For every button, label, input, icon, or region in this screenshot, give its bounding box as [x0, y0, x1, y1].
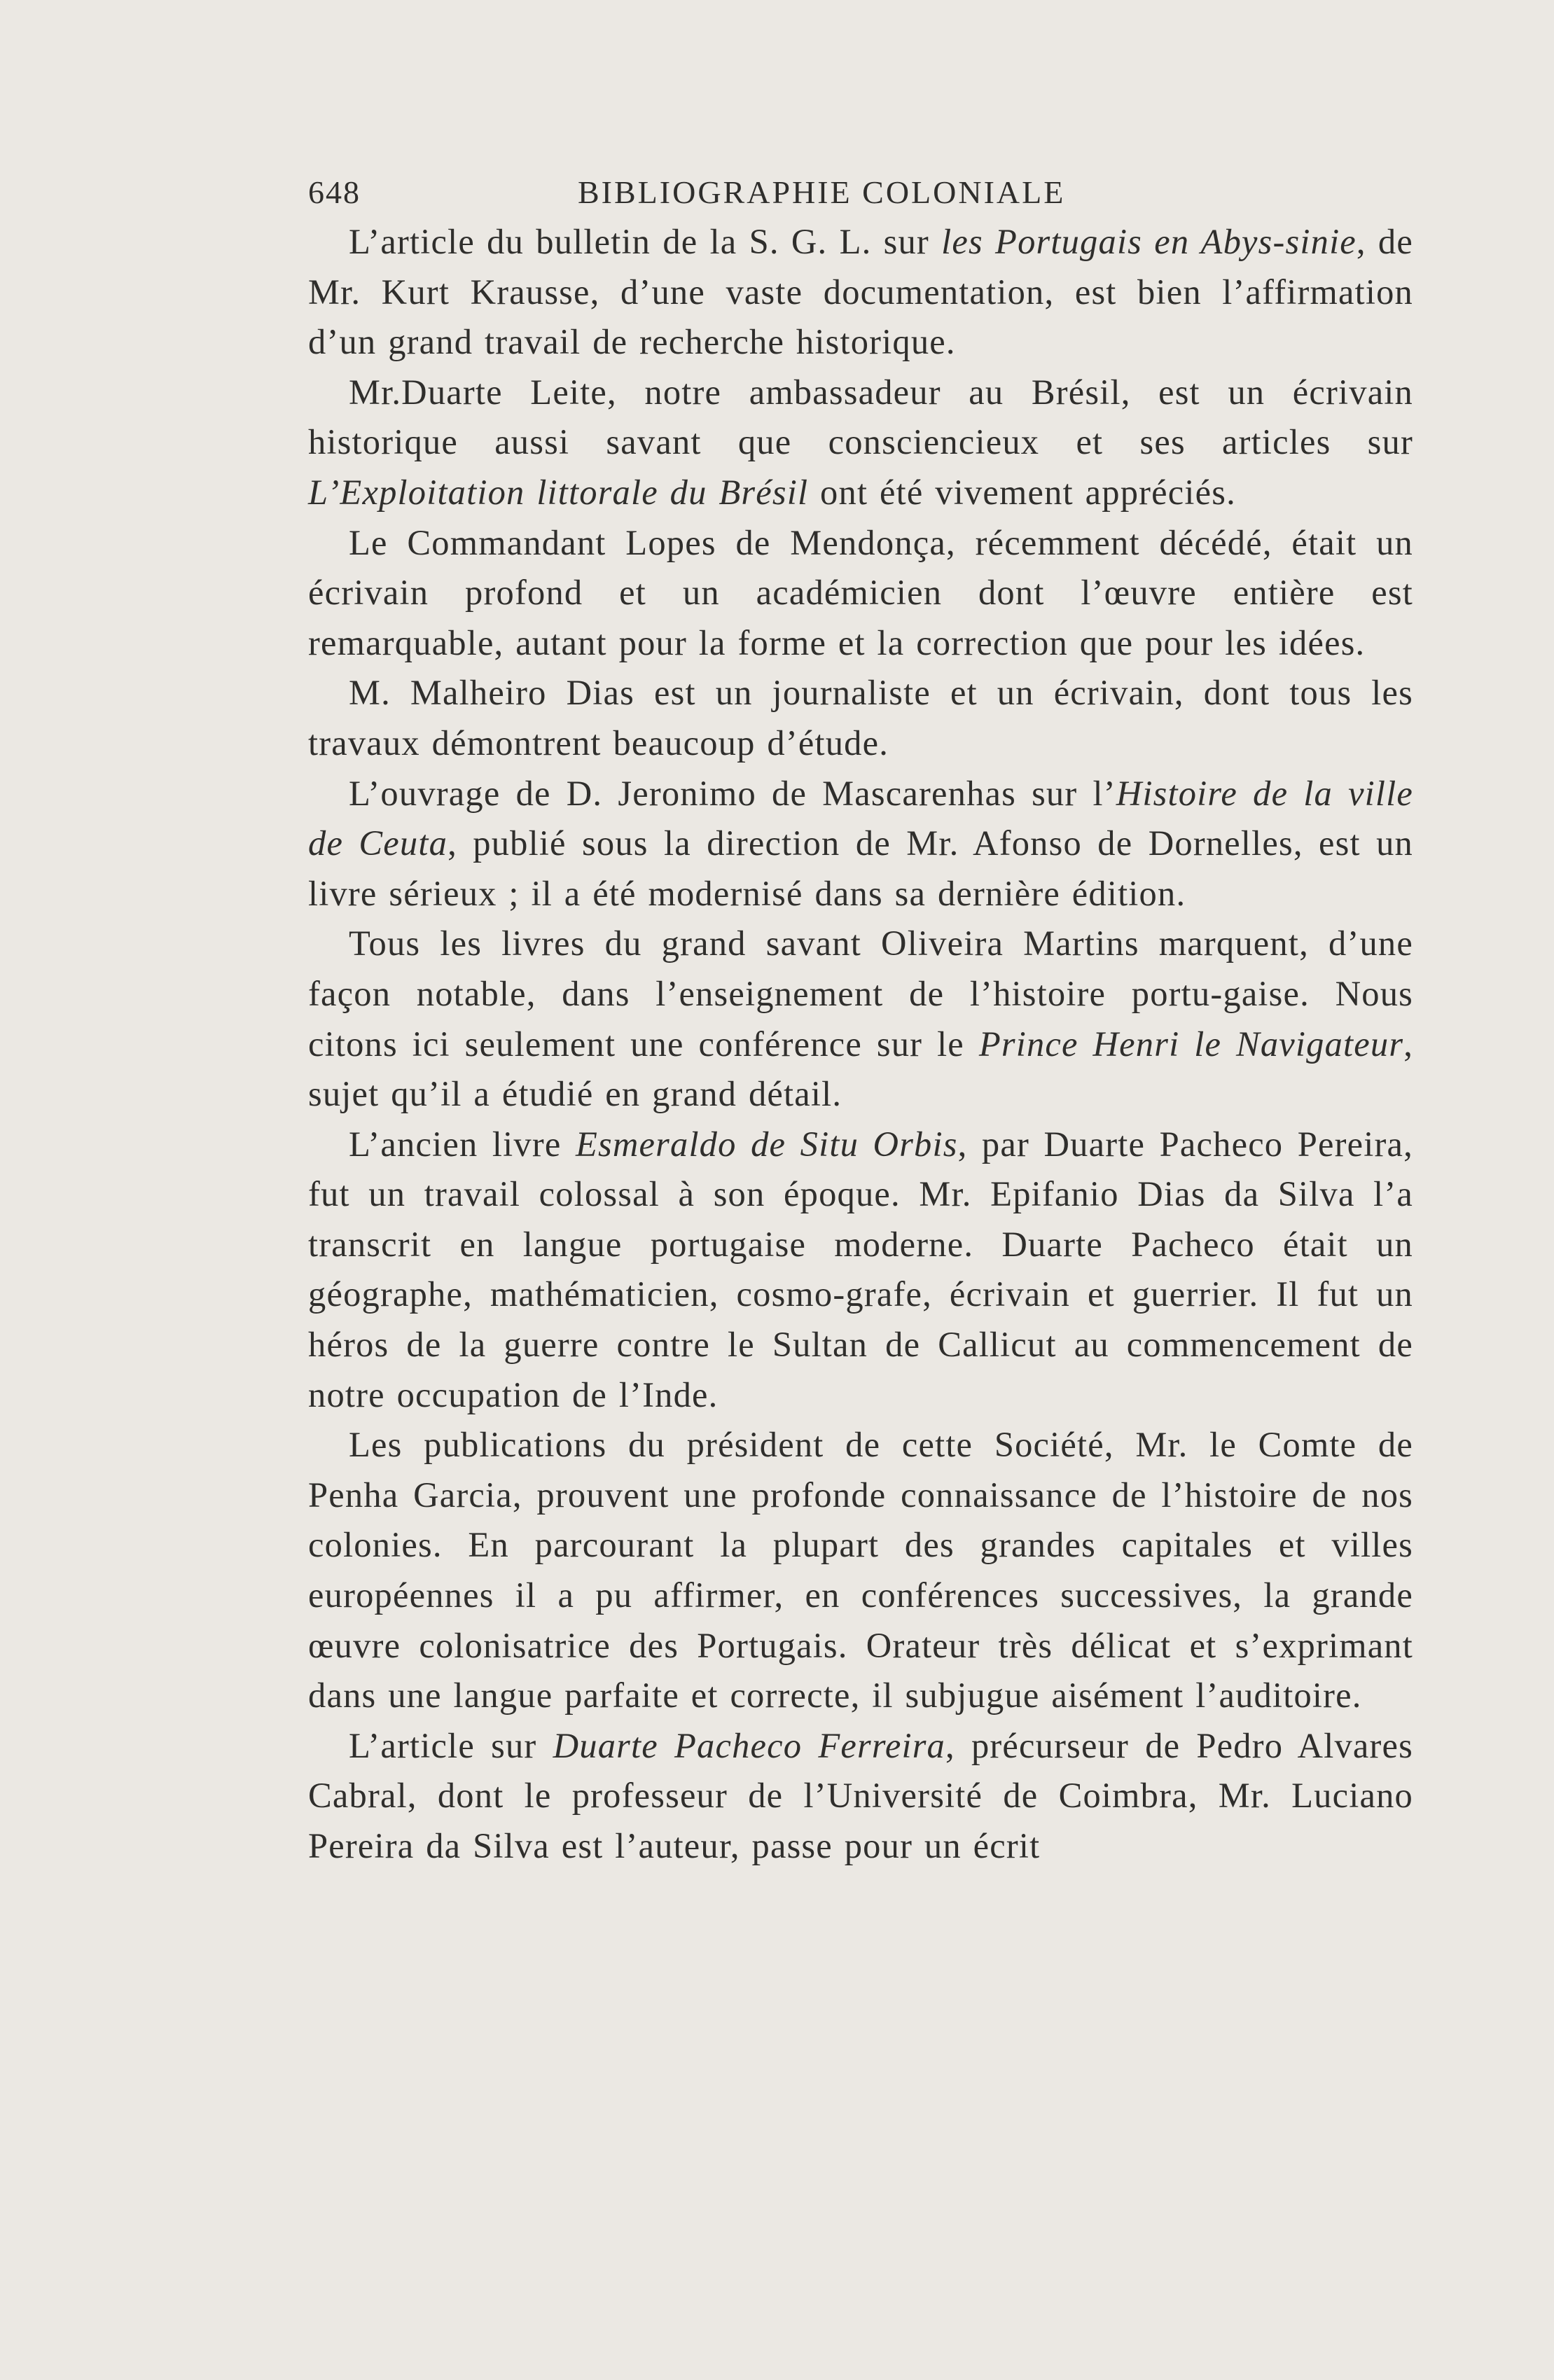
text-run: , de Mr. Kurt Krausse, d’une vaste documentation, est bien l’affirmation d’un grand travail de recherche historique.	[308, 222, 1413, 362]
italic-title: les Portugais en Abys-sinie	[941, 222, 1357, 261]
body-text	[308, 217, 1413, 1872]
text-run: , publié sous la direction de Mr. Afonso de Dornelles, est un livre sérieux ; il a été modernisé dans sa dernière édition.	[308, 823, 1413, 913]
italic-title: Prince Henri le Navigateur	[978, 1024, 1404, 1064]
text-run: , sujet qu’il a étudié en grand détail.	[308, 1024, 1414, 1114]
document-page	[308, 168, 1413, 1872]
text-run: , précurseur de Pedro Alvares Cabral, dont le professeur de l’Université de Coimbra, Mr. Luciano Pereira da Silva est l’auteur, passe pour un écrit	[308, 1725, 1413, 1865]
text-run: L’article sur	[349, 1725, 553, 1765]
running-title: BIBLIOGRAPHIE COLONIALE	[578, 174, 1066, 210]
page-header	[308, 168, 1413, 217]
italic-title: L’Exploitation littorale du Brésil	[308, 472, 809, 512]
text-run: M. Malheiro Dias est un journaliste et un écrivain, dont tous les travaux démontrent beaucoup d’étude.	[308, 673, 1413, 763]
italic-title: Esmeraldo de Situ Orbis	[575, 1124, 958, 1164]
text-run: Tous les livres du grand savant Oliveira Martins marquent, d’une façon notable, dans l’enseignement de l’histoire portu-gaise. Nous citons ici seulement une conférence sur le	[308, 924, 1413, 1064]
italic-title: Histoire de la ville de Ceuta	[308, 773, 1413, 863]
text-run: , par Duarte Pacheco Pereira, fut un travail colossal à son époque. Mr. Epifanio Dias da Silva l’a transcrit en langue portugaise moderne. Duarte Pacheco était un géographe, mathématicien, cosmo-grafe, écrivain et guerrier. Il fut un héros de la guerre contre le Sultan de Callicut au commencement de notre occupation de l’Inde.	[308, 1124, 1413, 1414]
paragraph	[308, 668, 1413, 768]
text-run: Mr.Duarte Leite, notre ambassadeur au Brésil, est un écrivain historique aussi savant que consciencieux et ses articles sur	[308, 372, 1413, 462]
paragraph	[308, 368, 1413, 518]
text-run: L’article du bulletin de la S. G. L. sur	[349, 222, 942, 261]
paragraph	[308, 518, 1413, 669]
text-run: Le Commandant Lopes de Mendonça, récemment décédé, était un écrivain profond et un académicien dont l’œuvre entière est remarquable, autant pour la forme et la correction que pour les idées.	[308, 522, 1413, 662]
text-run: L’ouvrage de D. Jeronimo de Mascarenhas sur l’	[349, 773, 1116, 813]
paragraph	[308, 769, 1413, 919]
paragraph	[308, 217, 1413, 368]
text-run: Les publications du président de cette Société, Mr. le Comte de Penha Garcia, prouvent une profonde connaissance de l’histoire de nos colonies. En parcourant la plupart des grandes capitales et villes européennes il a pu affirmer, en conférences successives, la grande œuvre colonisatrice des Portugais. Orateur très délicat et s’exprimant dans une langue parfaite et correcte, il subjugue aisément l’auditoire.	[308, 1425, 1413, 1716]
paragraph	[308, 1721, 1413, 1872]
text-run: ont été vivement appréciés.	[808, 472, 1236, 512]
paragraph	[308, 1420, 1413, 1721]
italic-title: Duarte Pacheco Ferreira	[553, 1725, 945, 1765]
page-number: 648	[308, 174, 361, 210]
paragraph	[308, 1120, 1413, 1421]
text-run: L’ancien livre	[349, 1124, 576, 1164]
paragraph	[308, 919, 1413, 1119]
